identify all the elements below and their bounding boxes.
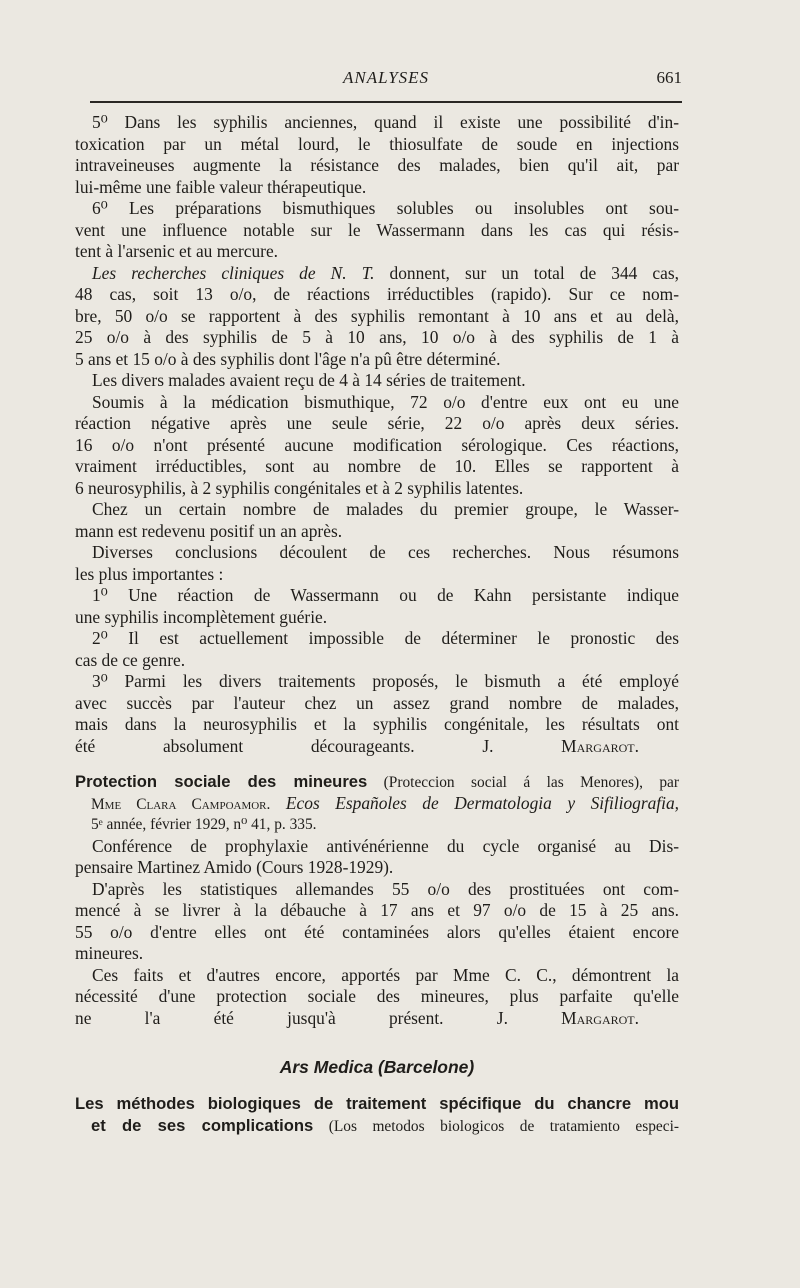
text-line: 5⁰ Dans les syphilis anciennes, quand il existe une possibilité d'in- — [92, 112, 679, 132]
article-citation — [75, 793, 679, 815]
text-line: une syphilis incomplètement guérie. — [75, 606, 328, 627]
clinical-rest: donnent, sur un total de 344 cas, — [389, 262, 679, 283]
page-body — [75, 112, 679, 1136]
article-heading — [75, 1093, 679, 1115]
text-line: bre, 50 o/o se rapportent à des syphilis remontant à 10 ans et au delà, — [75, 305, 679, 326]
article-heading — [75, 771, 679, 793]
signature: J. Margarot. — [496, 1007, 639, 1028]
text-line: 6⁰ Les préparations bismuthiques solubles ou insolubles ont sou- — [92, 198, 679, 218]
text-line: 2⁰ Il est actuellement impossible de déterminer le pronostic des — [92, 628, 679, 648]
text-line: 25 o/o à des syphilis de 5 à 10 ans, 10 o/o à des syphilis de 1 à — [75, 327, 679, 347]
clinical-italic: Les recherches cliniques de N. T. — [92, 262, 375, 283]
text-line: Diverses conclusions découlent de ces recherches. Nous résumons — [92, 542, 679, 562]
text-line: réaction négative après une seule série, 22 o/o après deux séries. — [75, 413, 679, 433]
text-line: vraiment irréductibles, sont au nombre de 10. Elles se rapportent à — [75, 456, 679, 476]
text-line: 5 ans et 15 o/o à des syphilis dont l'âge n'a pû être déterminé. — [75, 348, 501, 369]
journal-section-title: Ars Medica (Barcelone) — [279, 1057, 475, 1077]
header-rule — [90, 101, 682, 103]
text-line: mais dans la neurosyphilis et la syphilis congénitale, les résultats ont — [75, 714, 679, 734]
text-line: Chez un certain nombre de malades du premier groupe, le Wasser- — [92, 499, 679, 519]
text-line: avec succès par l'auteur chez un assez grand nombre de malades, — [75, 692, 679, 713]
text-fragment: été absolument décourageants. — [75, 735, 415, 756]
text-line: vent une influence notable sur le Wassermann dans les cas qui résis- — [75, 219, 679, 240]
article-title: Les méthodes biologiques de traitement spécifique du chancre mou — [75, 1094, 679, 1113]
text-line-signed — [75, 1008, 679, 1030]
text-fragment: ne l'a été jusqu'à présent. — [75, 1007, 444, 1028]
journal-name: Ecos Españoles de Dermatologia y Sifiliografia, — [285, 792, 680, 813]
citation-details: 5ᵉ année, février 1929, n⁰ 41, p. 335. — [91, 816, 317, 833]
article-title-rest: (Proteccion social á las Menores), par — [367, 774, 679, 791]
text-line: lui-même une faible valeur thérapeutique. — [75, 176, 367, 197]
text-line: mann est redevenu positif un an après. — [75, 520, 343, 541]
text-line: 6 neurosyphilis, à 2 syphilis congénitales et à 2 syphilis latentes. — [75, 477, 524, 498]
text-line-signed — [75, 736, 679, 758]
text-line-clinical — [75, 263, 679, 285]
text-line: Conférence de prophylaxie antivénérienne du cycle organisé au Dis- — [92, 835, 679, 856]
text-line: Les divers malades avaient reçu de 4 à 14 séries de traitement. — [92, 370, 526, 390]
text-line: intraveineuses augmente la résistance des malades, bien qu'il ait, par — [75, 155, 679, 175]
text-line: 16 o/o n'ont présenté aucune modification sérologique. Ces réactions, — [75, 434, 679, 455]
text-line: D'après les statistiques allemandes 55 o/o des prostituées ont com- — [92, 878, 679, 899]
text-line: pensaire Martinez Amido (Cours 1928-1929). — [75, 857, 394, 877]
page-number: 661 — [656, 68, 682, 87]
page-header — [90, 68, 682, 92]
text-line: toxication par un métal lourd, le thiosulfate de soude en injections — [75, 133, 679, 154]
text-line: mencé à se livrer à la débauche à 17 ans et 97 o/o de 15 à 25 ans. — [75, 900, 679, 920]
text-line: mineures. — [75, 943, 144, 963]
text-line: 3⁰ Parmi les divers traitements proposés, le bismuth a été employé — [92, 671, 679, 691]
text-line: 48 cas, soit 13 o/o, de réactions irréductibles (rapido). Sur ce nom- — [75, 284, 679, 304]
article-title-cont: et de ses complications — [91, 1115, 314, 1135]
text-line: les plus importantes : — [75, 563, 224, 584]
article-title: Protection sociale des mineures — [75, 772, 368, 791]
article-heading-cont — [75, 1115, 679, 1137]
text-line: Ces faits et d'autres encore, apportés par Mme C. C., démontrent la — [92, 964, 679, 985]
text-line: 55 o/o d'entre elles ont été contaminées alors qu'elles étaient encore — [75, 921, 679, 942]
signature: J. Margarot. — [482, 735, 639, 756]
text-line: Soumis à la médication bismuthique, 72 o/o d'entre eux ont eu une — [92, 391, 679, 412]
text-line: 1⁰ Une réaction de Wassermann ou de Kahn persistante indique — [92, 585, 679, 605]
text-line: cas de ce genre. — [75, 649, 186, 670]
article-title-rest: (Los metodos biologicos de tratamiento especi- — [313, 1117, 679, 1135]
text-line: tent à l'arsenic et au mercure. — [75, 241, 279, 261]
author: Mme Clara Campoamor. — [91, 795, 271, 813]
running-title: ANALYSES — [342, 68, 430, 87]
text-line: nécessité d'une protection sociale des mineures, plus parfaite qu'elle — [75, 986, 679, 1006]
